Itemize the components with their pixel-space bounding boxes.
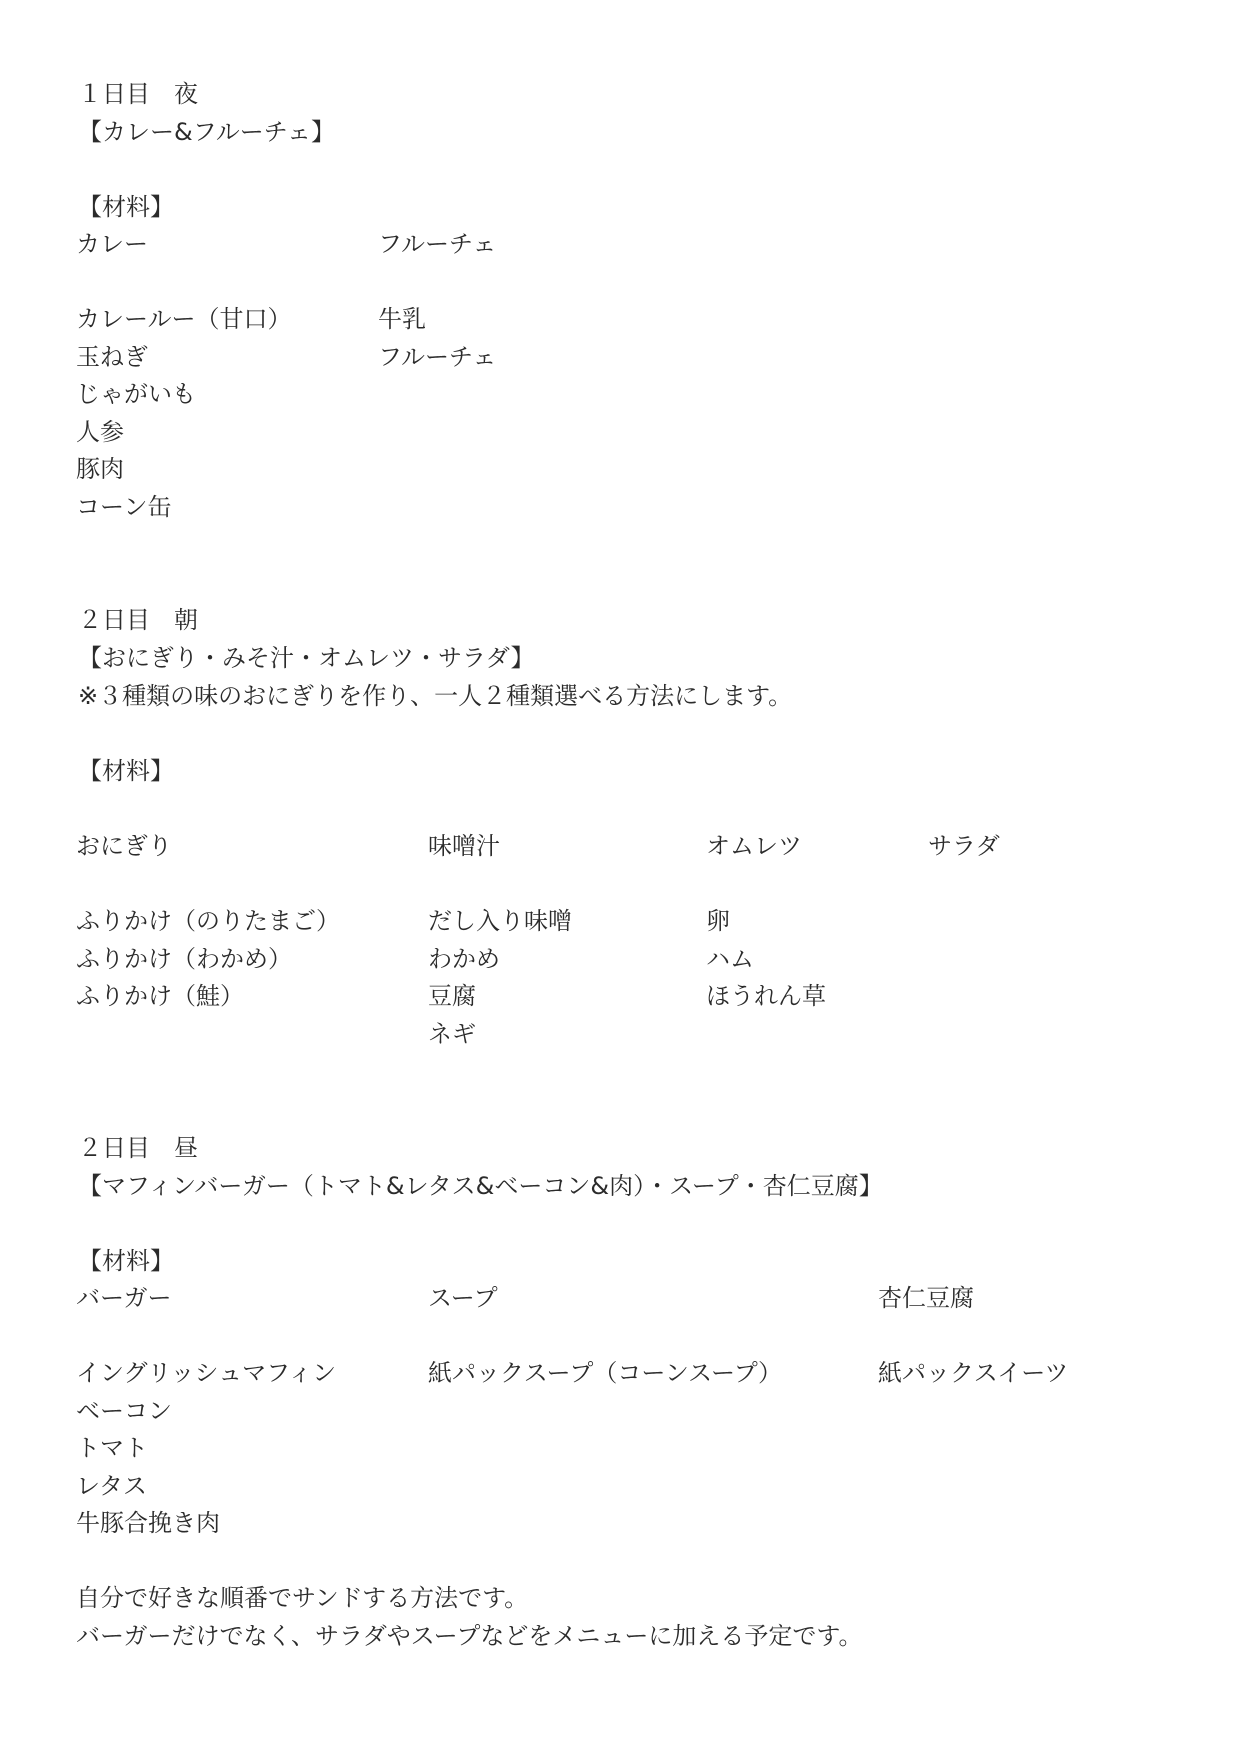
list-item: 玉ねぎ <box>76 343 148 371</box>
list-item: 紙パックスイーツ <box>878 1359 1069 1387</box>
day2-noon-menu: 【マフィンバーガー（トマト&レタス&ベーコン&肉）・スープ・杏仁豆腐】 <box>78 1172 883 1200</box>
column-title: 味噌汁 <box>428 832 500 860</box>
day2-morning-materials-label: 【材料】 <box>78 757 174 785</box>
column-title: 杏仁豆腐 <box>878 1284 974 1312</box>
day2-morning-menu: 【おにぎり・みそ汁・オムレツ・サラダ】 <box>78 644 535 672</box>
column-title: オムレツ <box>706 832 802 860</box>
list-item: ふりかけ（鮭） <box>76 982 244 1010</box>
day2-noon-heading: ２日目 昼 <box>78 1134 198 1162</box>
day2-morning-note: ※３種類の味のおにぎりを作り、一人２種類選べる方法にします。 <box>78 682 793 710</box>
day1-heading: １日目 夜 <box>78 80 198 108</box>
list-item: 豆腐 <box>428 982 476 1010</box>
column-title: バーガー <box>76 1284 172 1312</box>
list-item: だし入り味噌 <box>428 907 572 935</box>
day2-morning-heading: ２日目 朝 <box>78 606 198 634</box>
day2-noon-closing-line-1: 自分で好きな順番でサンドする方法です。 <box>76 1584 529 1612</box>
column-title: スープ <box>428 1284 498 1312</box>
column-title: フルーチェ <box>378 230 497 258</box>
list-item: 卵 <box>706 907 730 935</box>
list-item: イングリッシュマフィン <box>76 1359 337 1387</box>
list-item: ネギ <box>428 1020 476 1048</box>
list-item: カレールー（甘口） <box>76 305 292 333</box>
column-title: おにぎり <box>76 832 172 860</box>
list-item: ふりかけ（のりたまご） <box>76 907 340 935</box>
list-item: トマト <box>76 1434 148 1462</box>
list-item: 牛乳 <box>378 305 426 333</box>
list-item: ふりかけ（わかめ） <box>76 945 292 973</box>
list-item: レタス <box>76 1472 148 1500</box>
list-item: 人参 <box>76 418 124 446</box>
list-item: フルーチェ <box>378 343 497 371</box>
day1-menu: 【カレー&フルーチェ】 <box>78 118 336 146</box>
list-item: 牛豚合挽き肉 <box>76 1509 220 1537</box>
list-item: ハム <box>706 945 754 973</box>
list-item: 豚肉 <box>76 455 124 483</box>
column-title: カレー <box>76 230 148 258</box>
list-item: 紙パックスープ（コーンスープ） <box>428 1359 782 1387</box>
day2-noon-closing-line-2: バーガーだけでなく、サラダやスープなどをメニューに加える予定です。 <box>76 1622 863 1650</box>
day1-materials-label: 【材料】 <box>78 193 174 221</box>
list-item: じゃがいも <box>76 380 196 408</box>
list-item: ほうれん草 <box>706 982 826 1010</box>
list-item: ベーコン <box>76 1397 172 1425</box>
list-item: コーン缶 <box>76 493 172 521</box>
day2-noon-materials-label: 【材料】 <box>78 1247 174 1275</box>
list-item: わかめ <box>428 945 500 973</box>
column-title: サラダ <box>928 832 1000 860</box>
